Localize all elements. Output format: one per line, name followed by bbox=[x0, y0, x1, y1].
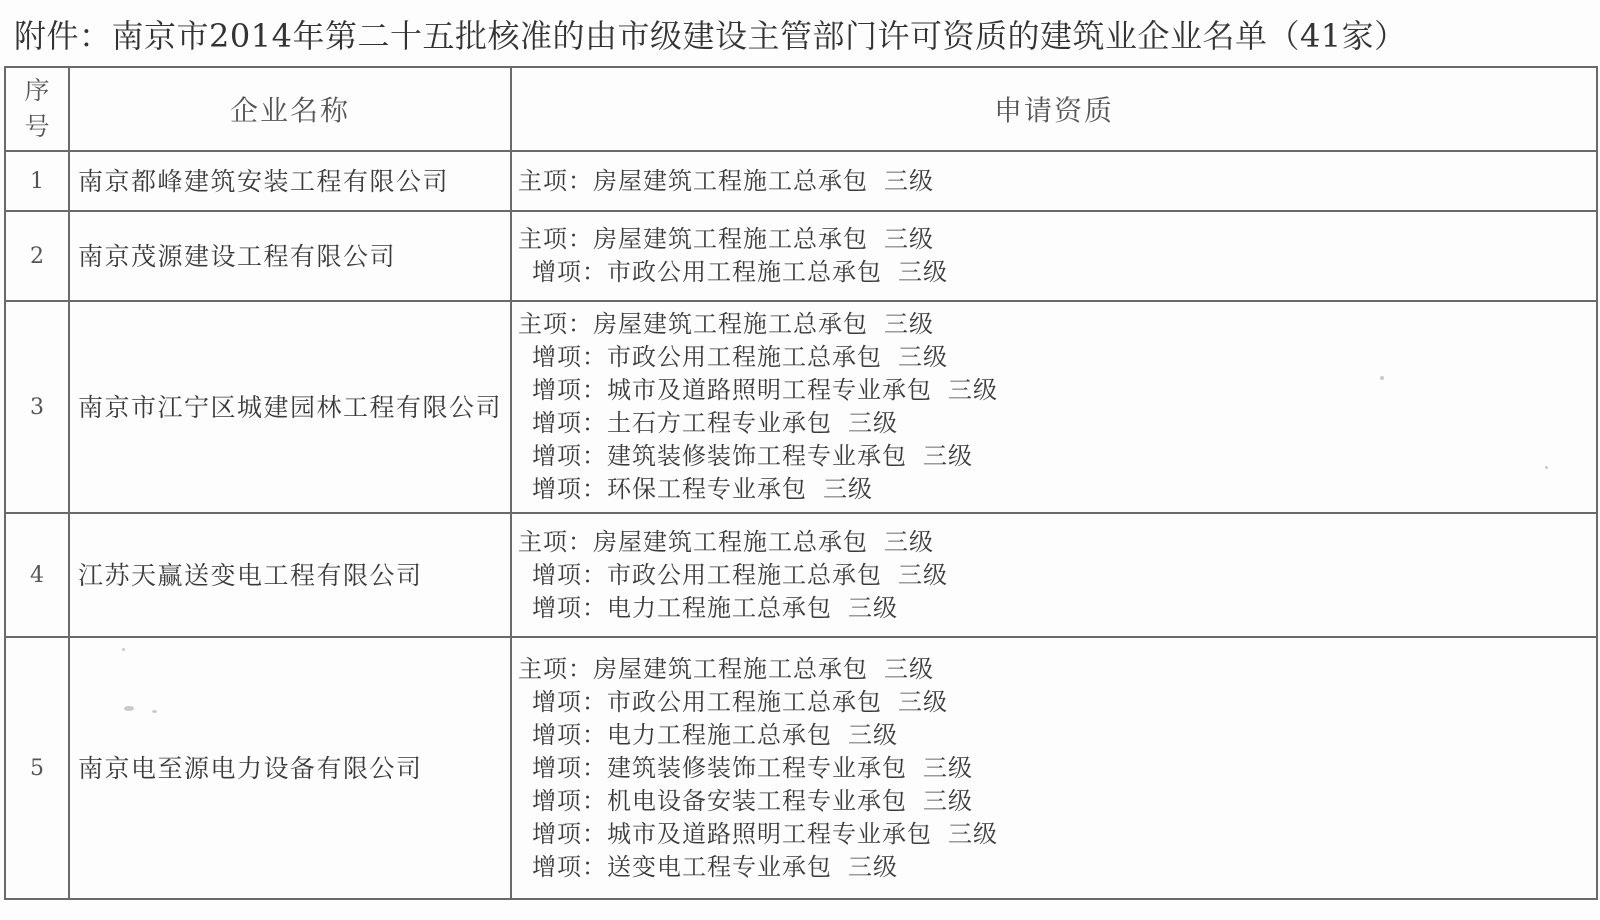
qualification-list bbox=[511, 301, 1597, 513]
scan-speck bbox=[124, 706, 134, 711]
document-title: 附件：南京市2014年第二十五批核准的由市级建设主管部门许可资质的建筑业企业名单（41家） bbox=[14, 17, 1407, 55]
row-number: 2 bbox=[5, 211, 69, 301]
qualification-item: 主项：房屋建筑工程施工总承包 三级 bbox=[518, 166, 934, 195]
table-header-row bbox=[5, 67, 1597, 151]
row-number: 3 bbox=[5, 301, 69, 513]
qualification-item: 增项：土石方工程专业承包 三级 bbox=[532, 409, 898, 437]
qualification-item: 增项：市政公用工程施工总承包 三级 bbox=[532, 258, 948, 286]
table-row bbox=[5, 151, 1597, 211]
qualification-list bbox=[511, 637, 1597, 899]
company-name: 南京电至源电力设备有限公司 bbox=[69, 637, 511, 899]
header-serial-number bbox=[5, 67, 69, 151]
qualification-item: 增项：建筑装修装饰工程专业承包 三级 bbox=[532, 753, 973, 782]
qualification-item: 增项：市政公用工程施工总承包 三级 bbox=[532, 343, 948, 371]
qualification-item: 增项：机电设备安装工程专业承包 三级 bbox=[532, 786, 973, 815]
qualification-item: 主项：房屋建筑工程施工总承包 三级 bbox=[518, 654, 934, 683]
qualification-item: 增项：城市及道路照明工程专业承包 三级 bbox=[532, 819, 998, 848]
qualification-item: 增项：环保工程专业承包 三级 bbox=[532, 475, 873, 503]
qualification-list bbox=[511, 513, 1597, 637]
company-name: 江苏天赢送变电工程有限公司 bbox=[69, 513, 511, 637]
qualification-item: 增项：送变电工程专业承包 三级 bbox=[532, 852, 898, 881]
qualification-list bbox=[511, 211, 1597, 301]
table-row bbox=[5, 637, 1597, 899]
scan-speck bbox=[152, 710, 157, 713]
row-number: 4 bbox=[5, 513, 69, 637]
company-name: 南京茂源建设工程有限公司 bbox=[69, 211, 511, 301]
qualification-item: 增项：电力工程施工总承包 三级 bbox=[532, 720, 898, 749]
qualification-item: 增项：市政公用工程施工总承包 三级 bbox=[532, 687, 948, 716]
scan-speck bbox=[1380, 376, 1384, 380]
header-company-name: 企业名称 bbox=[69, 67, 511, 151]
header-serial-char-2: 号 bbox=[24, 112, 50, 141]
qualification-item: 增项：建筑装修装饰工程专业承包 三级 bbox=[532, 442, 973, 470]
table-row bbox=[5, 301, 1597, 513]
scan-speck bbox=[122, 648, 125, 651]
table-row bbox=[5, 513, 1597, 637]
header-serial-char-1: 序 bbox=[24, 76, 50, 105]
qualification-item: 增项：市政公用工程施工总承包 三级 bbox=[532, 560, 948, 589]
qualification-item: 主项：房屋建筑工程施工总承包 三级 bbox=[518, 225, 934, 253]
table-row bbox=[5, 211, 1597, 301]
scan-speck bbox=[1545, 466, 1548, 469]
header-qualification: 申请资质 bbox=[511, 67, 1597, 151]
company-name: 南京都峰建筑安装工程有限公司 bbox=[69, 151, 511, 211]
qualification-item: 增项：电力工程施工总承包 三级 bbox=[532, 593, 898, 622]
row-number: 5 bbox=[5, 637, 69, 899]
row-number: 1 bbox=[5, 151, 69, 211]
qualification-item: 主项：房屋建筑工程施工总承包 三级 bbox=[518, 310, 934, 338]
qualification-item: 主项：房屋建筑工程施工总承包 三级 bbox=[518, 527, 934, 556]
qualification-item: 增项：城市及道路照明工程专业承包 三级 bbox=[532, 376, 998, 404]
company-qualification-table bbox=[4, 66, 1598, 900]
company-name: 南京市江宁区城建园林工程有限公司 bbox=[69, 301, 511, 513]
qualification-list bbox=[511, 151, 1597, 211]
